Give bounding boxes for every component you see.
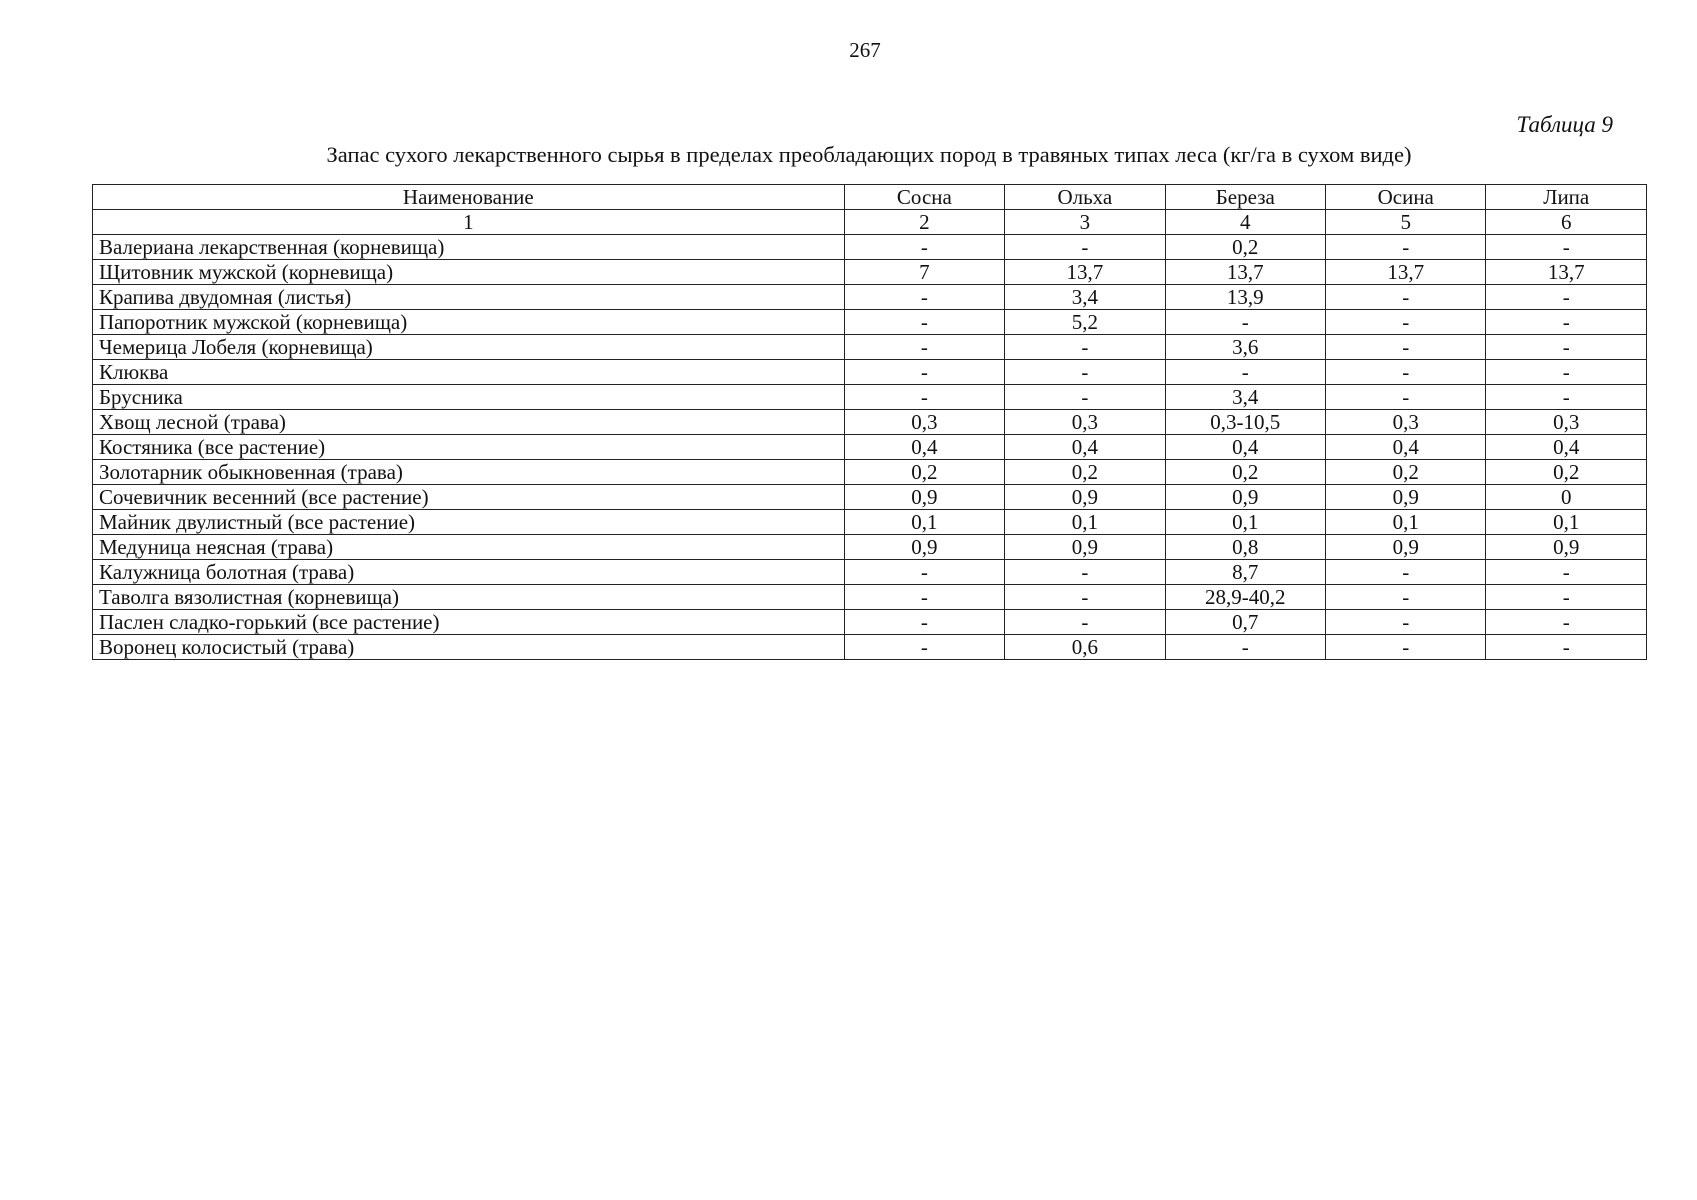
table-row xyxy=(93,585,1647,610)
header-cell-linden: Липа xyxy=(1486,185,1647,210)
stock-value-cell: 7 xyxy=(844,260,1004,285)
plant-name-cell: Валериана лекарственная (корневища) xyxy=(93,235,845,260)
table-row xyxy=(93,335,1647,360)
table-row xyxy=(93,435,1647,460)
plant-name-cell: Сочевичник весенний (все растение) xyxy=(93,485,845,510)
table-row xyxy=(93,560,1647,585)
stock-value-cell: - xyxy=(1005,560,1165,585)
plant-name-cell: Паслен сладко-горький (все растение) xyxy=(93,610,845,635)
stock-value-cell: - xyxy=(1165,635,1325,660)
stock-value-cell: - xyxy=(1005,585,1165,610)
stock-value-cell: 0,3-10,5 xyxy=(1165,410,1325,435)
stock-value-cell: - xyxy=(1486,585,1647,610)
stock-value-cell: 0,9 xyxy=(1005,535,1165,560)
stock-value-cell: - xyxy=(844,285,1004,310)
plant-name-cell: Костяника (все растение) xyxy=(93,435,845,460)
stock-value-cell: 0 xyxy=(1486,485,1647,510)
stock-value-cell: 0,4 xyxy=(1486,435,1647,460)
plant-name-cell: Брусника xyxy=(93,385,845,410)
table-caption: Таблица 9 xyxy=(1516,112,1613,137)
stock-value-cell: - xyxy=(1005,335,1165,360)
plant-name-cell: Калужница болотная (трава) xyxy=(93,560,845,585)
stock-value-cell: 0,7 xyxy=(1165,610,1325,635)
stock-value-cell: 0,2 xyxy=(1005,460,1165,485)
stock-value-cell: 0,9 xyxy=(1326,485,1486,510)
stock-value-cell: - xyxy=(1005,610,1165,635)
stock-value-cell: 0,2 xyxy=(1165,460,1325,485)
table-row xyxy=(93,360,1647,385)
stock-value-cell: - xyxy=(844,310,1004,335)
stock-value-cell: 13,7 xyxy=(1486,260,1647,285)
table-row xyxy=(93,535,1647,560)
plant-name-cell: Папоротник мужской (корневища) xyxy=(93,310,845,335)
table-row xyxy=(93,610,1647,635)
table-row xyxy=(93,460,1647,485)
stock-value-cell: - xyxy=(1326,235,1486,260)
stock-value-cell: - xyxy=(1486,635,1647,660)
plant-name-cell: Клюква xyxy=(93,360,845,385)
stock-value-cell: 8,7 xyxy=(1165,560,1325,585)
header-cell-pine: Сосна xyxy=(844,185,1004,210)
stock-value-cell: - xyxy=(1326,560,1486,585)
data-table xyxy=(92,184,1647,660)
stock-value-cell: 13,7 xyxy=(1165,260,1325,285)
stock-value-cell: 0,3 xyxy=(1326,410,1486,435)
plant-name-cell: Золотарник обыкновенная (трава) xyxy=(93,460,845,485)
stock-value-cell: - xyxy=(1326,310,1486,335)
header-cell-aspen: Осина xyxy=(1326,185,1486,210)
stock-value-cell: - xyxy=(844,585,1004,610)
stock-value-cell: - xyxy=(1165,360,1325,385)
stock-value-cell: - xyxy=(844,635,1004,660)
stock-value-cell: 5,2 xyxy=(1005,310,1165,335)
column-number: 4 xyxy=(1165,210,1325,235)
table-header xyxy=(93,185,1647,235)
stock-value-cell: 3,4 xyxy=(1005,285,1165,310)
stock-value-cell: 0,3 xyxy=(1005,410,1165,435)
stock-value-cell: 0,4 xyxy=(844,435,1004,460)
stock-value-cell: 0,9 xyxy=(844,485,1004,510)
stock-value-cell: - xyxy=(1486,360,1647,385)
stock-value-cell: - xyxy=(1486,310,1647,335)
column-number: 2 xyxy=(844,210,1004,235)
header-cell-name: Наименование xyxy=(93,185,845,210)
plant-name-cell: Щитовник мужской (корневища) xyxy=(93,260,845,285)
stock-value-cell: - xyxy=(1326,335,1486,360)
stock-value-cell: - xyxy=(1005,235,1165,260)
table-row xyxy=(93,235,1647,260)
table-body xyxy=(93,235,1647,660)
stock-value-cell: 13,7 xyxy=(1005,260,1165,285)
table-title: Запас сухого лекарственного сырья в пределах преобладающих пород в травяных типах леса (кг/га в сухом виде) xyxy=(326,142,1412,167)
plant-name-cell: Майник двулистный (все растение) xyxy=(93,510,845,535)
stock-value-cell: 0,4 xyxy=(1005,435,1165,460)
page-number: 267 xyxy=(849,38,881,62)
stock-value-cell: 0,9 xyxy=(1005,485,1165,510)
stock-value-cell: 0,2 xyxy=(844,460,1004,485)
stock-value-cell: 0,4 xyxy=(1326,435,1486,460)
table-row xyxy=(93,285,1647,310)
column-number: 1 xyxy=(93,210,845,235)
plant-name-cell: Чемерица Лобеля (корневища) xyxy=(93,335,845,360)
stock-value-cell: - xyxy=(1165,310,1325,335)
stock-value-cell: - xyxy=(844,610,1004,635)
stock-value-cell: - xyxy=(844,385,1004,410)
stock-value-cell: - xyxy=(1005,360,1165,385)
stock-value-cell: 28,9-40,2 xyxy=(1165,585,1325,610)
column-number: 6 xyxy=(1486,210,1647,235)
stock-value-cell: - xyxy=(844,235,1004,260)
stock-value-cell: - xyxy=(1486,385,1647,410)
stock-value-cell: 13,9 xyxy=(1165,285,1325,310)
header-row xyxy=(93,185,1647,210)
stock-value-cell: - xyxy=(1326,360,1486,385)
table-row xyxy=(93,635,1647,660)
stock-value-cell: - xyxy=(1326,285,1486,310)
table-row xyxy=(93,385,1647,410)
stock-value-cell: - xyxy=(1326,610,1486,635)
stock-value-cell: 0,2 xyxy=(1165,235,1325,260)
stock-value-cell: 13,7 xyxy=(1326,260,1486,285)
stock-value-cell: 0,1 xyxy=(1486,510,1647,535)
header-cell-birch: Береза xyxy=(1165,185,1325,210)
stock-value-cell: - xyxy=(1486,285,1647,310)
stock-value-cell: 0,4 xyxy=(1165,435,1325,460)
stock-value-cell: 0,8 xyxy=(1165,535,1325,560)
stock-value-cell: 0,1 xyxy=(1326,510,1486,535)
stock-value-cell: - xyxy=(1326,385,1486,410)
table-row xyxy=(93,410,1647,435)
column-number: 3 xyxy=(1005,210,1165,235)
stock-value-cell: 0,2 xyxy=(1326,460,1486,485)
stock-value-cell: - xyxy=(1326,635,1486,660)
plant-name-cell: Таволга вязолистная (корневища) xyxy=(93,585,845,610)
plant-name-cell: Крапива двудомная (листья) xyxy=(93,285,845,310)
plant-name-cell: Медуница неясная (трава) xyxy=(93,535,845,560)
header-cell-alder: Ольха xyxy=(1005,185,1165,210)
stock-value-cell: 3,6 xyxy=(1165,335,1325,360)
table-row xyxy=(93,485,1647,510)
column-number: 5 xyxy=(1326,210,1486,235)
stock-value-cell: 3,4 xyxy=(1165,385,1325,410)
stock-value-cell: 0,3 xyxy=(1486,410,1647,435)
stock-value-cell: - xyxy=(1005,385,1165,410)
stock-value-cell: 0,1 xyxy=(1165,510,1325,535)
plant-name-cell: Воронец колосистый (трава) xyxy=(93,635,845,660)
stock-value-cell: - xyxy=(1326,585,1486,610)
stock-value-cell: - xyxy=(1486,610,1647,635)
stock-value-cell: 0,9 xyxy=(1165,485,1325,510)
column-number-row xyxy=(93,210,1647,235)
stock-value-cell: 0,9 xyxy=(844,535,1004,560)
stock-value-cell: - xyxy=(844,560,1004,585)
plant-name-cell: Хвощ лесной (трава) xyxy=(93,410,845,435)
table-row xyxy=(93,260,1647,285)
stock-value-cell: 0,2 xyxy=(1486,460,1647,485)
stock-value-cell: - xyxy=(844,360,1004,385)
stock-value-cell: 0,3 xyxy=(844,410,1004,435)
stock-value-cell: 0,1 xyxy=(1005,510,1165,535)
stock-value-cell: 0,6 xyxy=(1005,635,1165,660)
stock-value-cell: - xyxy=(1486,335,1647,360)
stock-value-cell: - xyxy=(1486,235,1647,260)
stock-value-cell: 0,9 xyxy=(1486,535,1647,560)
table-row xyxy=(93,310,1647,335)
stock-value-cell: - xyxy=(1486,560,1647,585)
table-row xyxy=(93,510,1647,535)
stock-value-cell: 0,1 xyxy=(844,510,1004,535)
stock-value-cell: - xyxy=(844,335,1004,360)
stock-value-cell: 0,9 xyxy=(1326,535,1486,560)
